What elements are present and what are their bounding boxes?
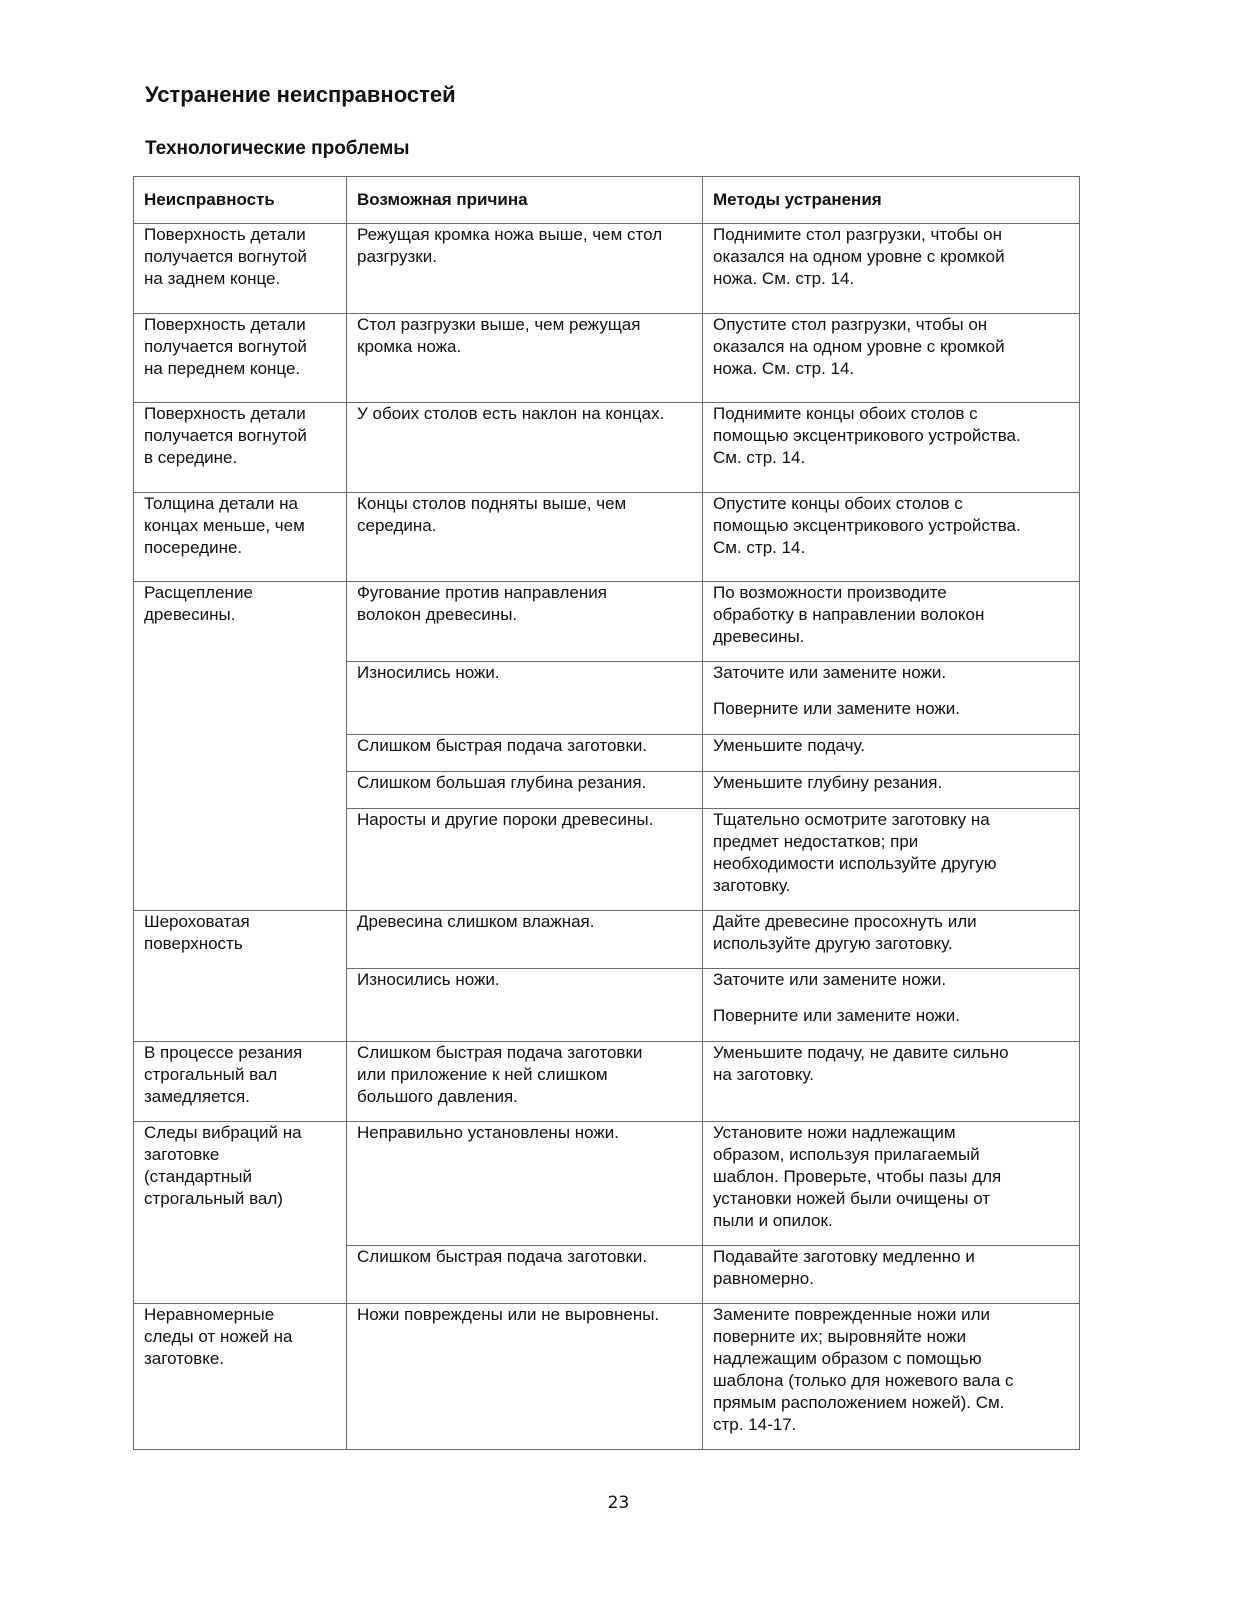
fix-cell: Уменьшите глубину резания. — [703, 772, 1080, 809]
fault-cell: Поверхность детали получается вогнутой на переднем конце. — [134, 314, 347, 403]
fault-cell: Расщепление древесины. — [134, 582, 347, 911]
table-row — [134, 1304, 1080, 1450]
cause-cell: Наросты и другие пороки древесины. — [347, 809, 703, 911]
fix-cell: Заточите или замените ножи. Поверните или замените ножи. — [703, 969, 1080, 1042]
table-row — [134, 1042, 1080, 1122]
table-row — [134, 224, 1080, 314]
fault-cell: Следы вибраций на заготовке (стандартный строгальный вал) — [134, 1122, 347, 1304]
fix-cell: Дайте древесине просохнуть или используйте другую заготовку. — [703, 911, 1080, 969]
fix-cell: Замените поврежденные ножи или поверните их; выровняйте ножи надлежащим образом с помощью шаблона (только для ножевого вала с прямым расположением ножей). См. стр. 14-17. — [703, 1304, 1080, 1450]
cause-cell: Слишком большая глубина резания. — [347, 772, 703, 809]
cause-cell: Древесина слишком влажная. — [347, 911, 703, 969]
table-row — [134, 403, 1080, 493]
cause-cell: Режущая кромка ножа выше, чем стол разгрузки. — [347, 224, 703, 314]
fault-cell: Поверхность детали получается вогнутой в середине. — [134, 403, 347, 493]
table-row — [134, 1122, 1080, 1246]
fix-cell: Опустите стол разгрузки, чтобы он оказался на одном уровне с кромкой ножа. См. стр. 14. — [703, 314, 1080, 403]
fix-cell: Подавайте заготовку медленно и равномерно. — [703, 1246, 1080, 1304]
header-fix: Методы устранения — [703, 177, 1080, 224]
section-title: Технологические проблемы — [145, 138, 410, 159]
cause-cell: Слишком быстрая подача заготовки. — [347, 735, 703, 772]
page-title: Устранение неисправностей — [145, 82, 456, 107]
fix-cell: Поднимите концы обоих столов с помощью эксцентрикового устройства. См. стр. 14. — [703, 403, 1080, 493]
page-number: 23 — [607, 1493, 630, 1513]
table-row — [134, 911, 1080, 969]
table-row — [134, 493, 1080, 582]
fix-cell: Уменьшите подачу. — [703, 735, 1080, 772]
cause-cell: Неправильно установлены ножи. — [347, 1122, 703, 1246]
fix-cell: Уменьшите подачу, не давите сильно на заготовку. — [703, 1042, 1080, 1122]
cause-cell: Фугование против направления волокон древесины. — [347, 582, 703, 662]
cause-cell: Ножи повреждены или не выровнены. — [347, 1304, 703, 1450]
fix-cell: По возможности производите обработку в направлении волокон древесины. — [703, 582, 1080, 662]
cause-cell: Стол разгрузки выше, чем режущая кромка ножа. — [347, 314, 703, 403]
fix-cell: Заточите или замените ножи. Поверните или замените ножи. — [703, 662, 1080, 735]
table-header-row — [134, 177, 1080, 224]
fix-cell: Поднимите стол разгрузки, чтобы он оказался на одном уровне с кромкой ножа. См. стр. 14. — [703, 224, 1080, 314]
cause-cell: У обоих столов есть наклон на концах. — [347, 403, 703, 493]
header-fault: Неисправность — [134, 177, 347, 224]
fault-cell: Поверхность детали получается вогнутой на заднем конце. — [134, 224, 347, 314]
cause-cell: Слишком быстрая подача заготовки или приложение к ней слишком большого давления. — [347, 1042, 703, 1122]
fault-cell: В процессе резания строгальный вал замедляется. — [134, 1042, 347, 1122]
fault-cell: Неравномерные следы от ножей на заготовке. — [134, 1304, 347, 1450]
fix-cell: Опустите концы обоих столов с помощью эксцентрикового устройства. См. стр. 14. — [703, 493, 1080, 582]
fix-cell: Установите ножи надлежащим образом, используя прилагаемый шаблон. Проверьте, чтобы пазы для установки ножей были очищены от пыли и опилок. — [703, 1122, 1080, 1246]
troubleshooting-table — [133, 176, 1080, 1450]
fault-cell: Толщина детали на концах меньше, чем посередине. — [134, 493, 347, 582]
table-row — [134, 582, 1080, 662]
fix-cell: Тщательно осмотрите заготовку на предмет недостатков; при необходимости используйте другую заготовку. — [703, 809, 1080, 911]
cause-cell: Износились ножи. — [347, 662, 703, 735]
cause-cell: Износились ножи. — [347, 969, 703, 1042]
cause-cell: Слишком быстрая подача заготовки. — [347, 1246, 703, 1304]
cause-cell: Концы столов подняты выше, чем середина. — [347, 493, 703, 582]
table-row — [134, 314, 1080, 403]
fault-cell: Шероховатая поверхность — [134, 911, 347, 1042]
header-cause: Возможная причина — [347, 177, 703, 224]
